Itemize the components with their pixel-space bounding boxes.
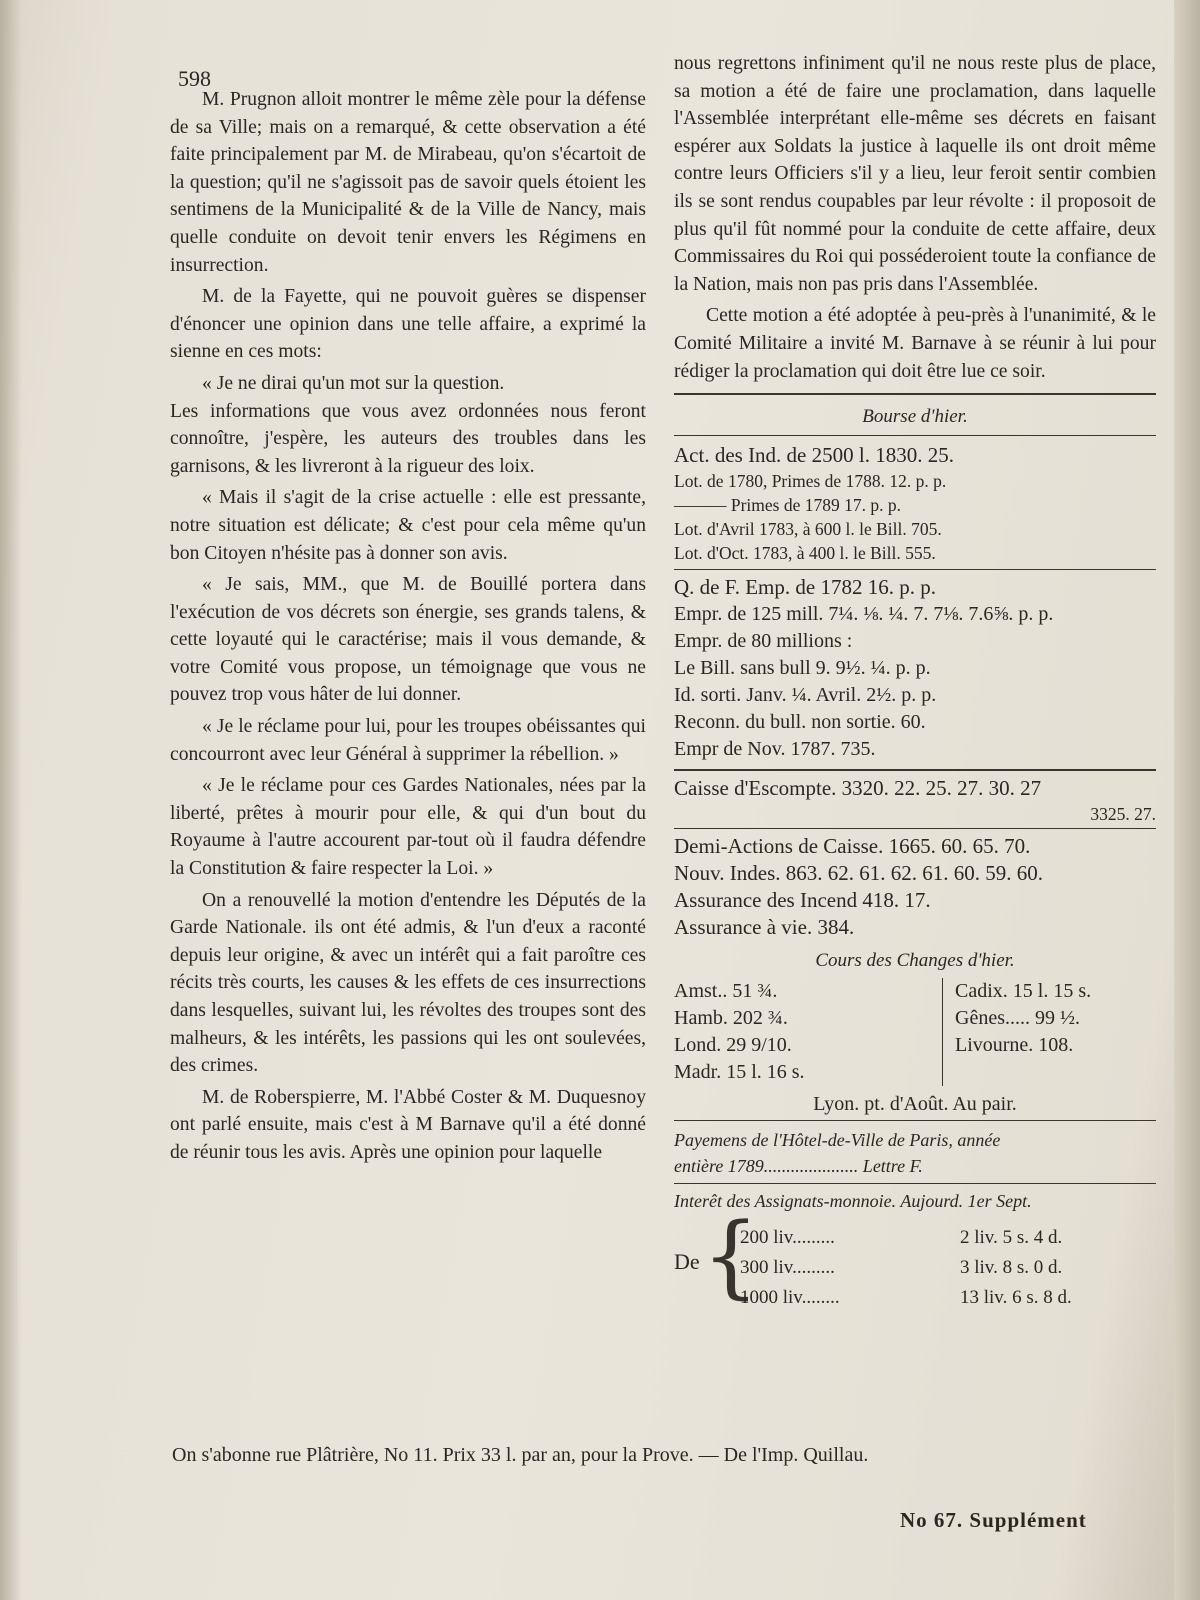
bourse-line: Lot. de 1780, Primes de 1788. 12. p. p. — [674, 470, 947, 491]
section-divider — [674, 435, 1156, 436]
changes-title: Cours des Changes d'hier. — [815, 949, 1015, 971]
paragraph: « Je sais, MM., que M. de Bouillé portera dans l'exécution de vos décrets son énergie, ses grands talens, & cette loyauté qui le caractérise; mais il vous demande, & votre Comité vous propose, un témoignage que vous ne pouvez trop vous hâter de lui donner. — [170, 574, 646, 706]
page-number: 598 — [178, 66, 211, 91]
paragraph: On a renouvellé la motion d'entendre les Députés de la Garde Nationale. ils ont été admis, & l'un d'eux a raconté depuis leur origine, & avec un intérêt qui a fait paroître ces récits très courts, les causes & les effets de ces insurrections dans lesquelles, suivant lui, les révoltes des troupes sont des malheurs, & les intérêts, les passions qui les ont soulevées, des crimes. — [170, 889, 646, 1077]
section-divider — [674, 569, 1156, 570]
brace-glyph: { — [702, 1204, 760, 1310]
interest-value: 3 liv. 8 s. 0 d. — [960, 1257, 1063, 1279]
exchange-rate: Gênes..... 99 ½. — [955, 1007, 1080, 1030]
left-column — [170, 86, 646, 1167]
paragraph: « Je le réclame pour ces Gardes Nationales, nées par la liberté, prêtes à mourir pour elle, & qui d'un bout du Royaume à l'autre accourent par-tout où il faudra défendre la Constitution & faire respecter la Loi. » — [170, 775, 646, 880]
exchange-rate: Madr. 15 l. 16 s. — [674, 1061, 805, 1084]
issue-number: No 67. Supplément — [900, 1508, 1087, 1532]
section-divider — [674, 828, 1156, 829]
exchange-rate: Cadix. 15 l. 15 s. — [955, 980, 1092, 1003]
exchange-left — [674, 978, 943, 1086]
interest-table — [674, 1204, 1156, 1314]
interest-row — [740, 1254, 1063, 1282]
payments-line: Payemens de l'Hôtel-de-Ville de Paris, année — [674, 1130, 1001, 1151]
payments-line: entière 1789..................... Lettre F. — [674, 1156, 923, 1177]
de-label: De — [674, 1249, 700, 1275]
exchange-rate: Hamb. 202 ¾. — [674, 1007, 788, 1030]
bourse-line: Assurance des Incend 418. 17. — [674, 887, 931, 912]
caisse-escompte-cont: 3325. 27. — [1090, 803, 1156, 824]
paragraph: Cette motion a été adoptée à peu-près à l'unanimité, & le Comité Militaire a invité M. Barnave à se réunir à lui pour rédiger la proclamation qui doit être lue ce soir. — [674, 305, 1156, 382]
bourse-line: Reconn. du bull. non sortie. 60. — [674, 710, 926, 733]
interest-row — [740, 1284, 1072, 1312]
exchange-rate: Livourne. 108. — [955, 1034, 1074, 1057]
right-column — [674, 50, 1156, 1314]
bourse-line: Lot. d'Avril 1783, à 600 l. le Bill. 705. — [674, 518, 942, 539]
paragraph: M. de Roberspierre, M. l'Abbé Coster & M. Duquesnoy ont parlé ensuite, mais c'est à M Barnave qu'il a été donné de réunir tous les avis. Après une opinion pour laquelle — [170, 1086, 646, 1163]
bourse-line: Empr. de 80 millions : — [674, 629, 853, 652]
exchange-right — [943, 978, 1091, 1086]
paragraph: « Je le réclame pour lui, pour les troupes obéissantes qui concourront avec leur Général à supprimer la rébellion. » — [170, 716, 646, 765]
section-divider — [674, 769, 1156, 771]
bourse-line: Id. sorti. Janv. ¼. Avril. 2½. p. p. — [674, 683, 937, 706]
bourse-line: Q. de F. Emp. de 1782 16. p. p. — [674, 574, 936, 599]
lyon-rate: Lyon. pt. d'Août. Au pair. — [813, 1093, 1017, 1116]
interest-amount: 1000 liv........ — [740, 1287, 840, 1309]
section-divider — [674, 1120, 1156, 1121]
section-divider — [674, 1183, 1156, 1184]
caisse-escompte: Caisse d'Escompte. 3320. 22. 25. 27. 30. 27 — [674, 775, 1042, 800]
interest-title: Interêt des Assignats-monnoie. Aujourd. 1er Sept. — [674, 1191, 1032, 1212]
exchange-rate: Lond. 29 9/10. — [674, 1034, 792, 1057]
subscription-footer: On s'abonne rue Plâtrière, No 11. Prix 33 l. par an, pour la Prove. — De l'Imp. Quillau. — [172, 1444, 869, 1466]
interest-amount: 300 liv......... — [740, 1257, 835, 1279]
paragraph: M. Prugnon alloit montrer le même zèle pour la défense de sa Ville; mais on a remarqué, & cette observation a été faite principalement par M. de Mirabeau, qu'on s'écartoit de la question; qu'il ne s'agissoit pas de savoir quels étoient les sentimens de la Municipalité & de la Ville de Nancy, mais quelle conduite on devoit tenir envers les Régimens en insurrection. — [170, 89, 646, 276]
bourse-line: Empr de Nov. 1787. 735. — [674, 737, 876, 760]
paragraph: M. de la Fayette, qui ne pouvoit guères se dispenser d'énoncer une opinion dans une telle affaire, a exprimé la sienne en ces mots: — [170, 286, 646, 363]
interest-row — [740, 1224, 1063, 1252]
bourse-line: Empr. de 125 mill. 7¼. ⅛. ¼. 7. 7⅛. 7.6⅝. p. p. — [674, 602, 1054, 625]
bourse-line: Le Bill. sans bull 9. 9½. ¼. p. p. — [674, 656, 931, 679]
bourse-line: ——— Primes de 1789 17. p. p. — [674, 494, 902, 515]
exchange-rate: Amst.. 51 ¾. — [674, 980, 778, 1003]
bourse-line: Demi-Actions de Caisse. 1665. 60. 65. 70. — [674, 833, 1031, 858]
paragraph: « Mais il s'agit de la crise actuelle : elle est pressante, notre situation est délicate; & c'est pour cela même qu'un bon Citoyen n'hésite pas à donner son avis. — [170, 487, 646, 564]
bourse-line: Lot. d'Oct. 1783, à 400 l. le Bill. 555. — [674, 542, 936, 563]
paragraph: « Je ne dirai qu'un mot sur la question. — [202, 372, 505, 394]
bourse-title: Bourse d'hier. — [862, 406, 968, 428]
bourse-line: Assurance à vie. 384. — [674, 914, 855, 939]
binding-shadow — [0, 0, 22, 1600]
interest-value: 2 liv. 5 s. 4 d. — [960, 1227, 1063, 1249]
interest-value: 13 liv. 6 s. 8 d. — [960, 1287, 1072, 1309]
page-edge — [1174, 0, 1200, 1600]
bourse-line: Act. des Ind. de 2500 l. 1830. 25. — [674, 442, 954, 467]
interest-amount: 200 liv......... — [740, 1227, 835, 1249]
bourse-line: Nouv. Indes. 863. 62. 61. 62. 61. 60. 59. 60. — [674, 860, 1044, 885]
exchange-rates — [674, 978, 1156, 1086]
paragraph: nous regrettons infiniment qu'il ne nous reste plus de place, sa motion a été de faire une proclamation, dans laquelle l'Assemblée interprétant elle-même ses décrets en faisant espérer aux Soldats la justice à laquelle ils ont droit même contre leurs Officiers s'il y a lieu, leur feroit sentir combien ils se sont rendus coupables par leur révolte : il proposoit de plus qu'il fût nommé pour la conduite de cette affaire, deux Commissaires du Roi qui posséderoient toute la confiance de la Nation, mais non pas pris dans l'Assemblée. — [674, 53, 1156, 295]
section-divider — [674, 393, 1156, 395]
paragraph: Les informations que vous avez ordonnées nous feront connoître, j'espère, les auteurs des troubles dans les garnisons, & les livreront à la rigueur des loix. — [170, 400, 646, 477]
